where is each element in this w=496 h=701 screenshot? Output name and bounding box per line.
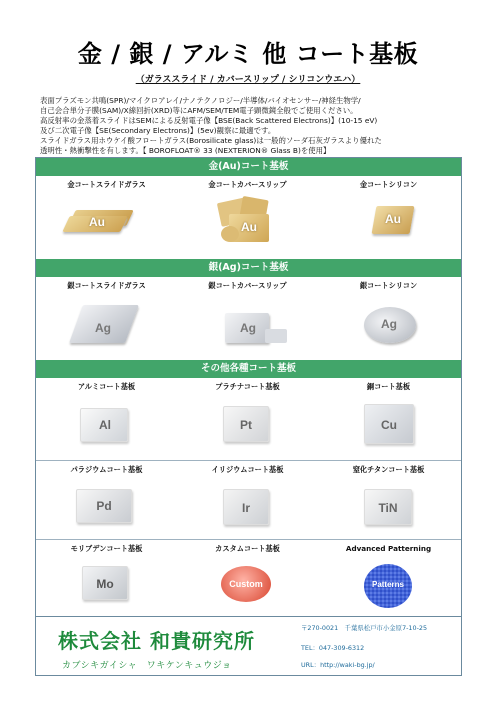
- company-name: 株式会社 和貴研究所: [58, 629, 255, 653]
- product-gold-slide[interactable]: [36, 176, 177, 258]
- other-row-3: [36, 540, 461, 616]
- product-copper[interactable]: [318, 378, 459, 460]
- product-label: 銀コートカバースリップ: [208, 281, 287, 290]
- sample-symbol: Au: [241, 220, 257, 234]
- product-label: モリブデンコート基板: [70, 544, 143, 553]
- intro-text: [40, 96, 460, 156]
- section-header-other: その他各種コート基板: [36, 360, 461, 378]
- intro-line: スライドガラス用ホウケイ酸フロートガラス(Borosilicate glass)は一般的ソーダ石灰ガラスより優れた: [40, 136, 382, 145]
- intro-line: 自己会合単分子膜(SAM)/X線回折(XRD)等にAFM/SEM/TEM電子顕微鏡全般でご使用ください。: [40, 106, 358, 115]
- sample-symbol: Mo: [96, 577, 114, 591]
- silver-row: [36, 277, 461, 359]
- product-molybdenum[interactable]: [36, 540, 177, 616]
- sample-symbol: Au: [385, 212, 401, 226]
- product-custom[interactable]: [177, 540, 318, 616]
- section-header-gold: 金(Au)コート基板: [36, 158, 461, 176]
- company-footer: [35, 616, 462, 676]
- product-titanium-nitride[interactable]: [318, 461, 459, 539]
- sample-symbol: Patterns: [371, 580, 404, 589]
- company-address: 〒270-0021 千葉県松戸市小金原7-10-25: [301, 624, 428, 632]
- sample-symbol: Ag: [95, 321, 111, 335]
- product-label: 銀コートシリコン: [359, 281, 418, 290]
- product-label: 金コートカバースリップ: [208, 180, 287, 189]
- page-title: 金 / 銀 / アルミ 他 コート基板: [77, 40, 419, 68]
- product-platinum[interactable]: [177, 378, 318, 460]
- product-palladium[interactable]: [36, 461, 177, 539]
- intro-line: 表面プラズモン共鳴(SPR)/マイクロアレイ/ナノテクノロジー/半導体/バイオセンサー/神経生物学/: [40, 96, 361, 105]
- company-tel[interactable]: TEL：047-309-6312: [301, 644, 365, 652]
- product-label: 銀コートスライドガラス: [67, 281, 146, 290]
- section-header-silver: 銀(Ag)コート基板: [36, 259, 461, 277]
- product-label: 金コートスライドガラス: [67, 180, 146, 189]
- product-label: カスタムコート基板: [215, 544, 280, 553]
- sample-symbol: Ir: [241, 501, 250, 515]
- product-label: プラチナコート基板: [215, 382, 280, 391]
- product-advanced-patterning[interactable]: [318, 540, 459, 616]
- other-row-2: [36, 461, 461, 539]
- sample-symbol: Pt: [240, 418, 252, 432]
- product-silver-coverslip[interactable]: [177, 277, 318, 359]
- product-silver-slide[interactable]: [36, 277, 177, 359]
- product-label: イリジウムコート基板: [211, 465, 284, 474]
- product-label: Advanced Patterning: [345, 544, 432, 553]
- other-row-1: [36, 378, 461, 460]
- intro-line: 及び二次電子像【SE(Secondary Electrons)】(5ev)観察に最適です。: [40, 126, 276, 135]
- product-label: 銅コート基板: [366, 382, 411, 391]
- sample-symbol: Cu: [381, 418, 397, 432]
- product-silver-silicon[interactable]: [318, 277, 459, 359]
- sample-symbol: Ag: [240, 321, 256, 335]
- sample-symbol: Custom: [229, 579, 263, 589]
- product-label: パラジウムコート基板: [70, 465, 143, 474]
- product-gold-silicon[interactable]: [318, 176, 459, 258]
- intro-line: 透明性・熱衝撃性を有します。【 BOROFLOAT® 33 (NEXTERION® Glass B)を使用】: [40, 146, 331, 155]
- product-label: アルミコート基板: [77, 382, 136, 391]
- product-label: 金コートシリコン: [359, 180, 418, 189]
- product-label: 窒化チタンコート基板: [352, 465, 425, 474]
- company-kana: カブシキガイシャ ワキケンキュウジョ: [62, 661, 232, 671]
- gold-row: [36, 176, 461, 258]
- product-gold-coverslip[interactable]: [177, 176, 318, 258]
- sample-symbol: Al: [99, 418, 111, 432]
- product-grid: [35, 157, 462, 617]
- product-aluminum[interactable]: [36, 378, 177, 460]
- sample-symbol: Ag: [381, 317, 397, 331]
- product-iridium[interactable]: [177, 461, 318, 539]
- sample-symbol: TiN: [378, 501, 398, 515]
- sample-symbol: Au: [89, 215, 105, 229]
- sample-symbol: Pd: [96, 499, 112, 513]
- intro-line: 高反射率の金蒸着スライドはSEMによる反射電子像【BSE(Back Scattered Electrons)】(10-15 eV): [40, 116, 378, 125]
- company-url[interactable]: URL：http://waki-bg.jp/: [301, 661, 375, 669]
- page-subtitle: （ガラススライド / カバースリップ / シリコンウエハ）: [135, 75, 361, 85]
